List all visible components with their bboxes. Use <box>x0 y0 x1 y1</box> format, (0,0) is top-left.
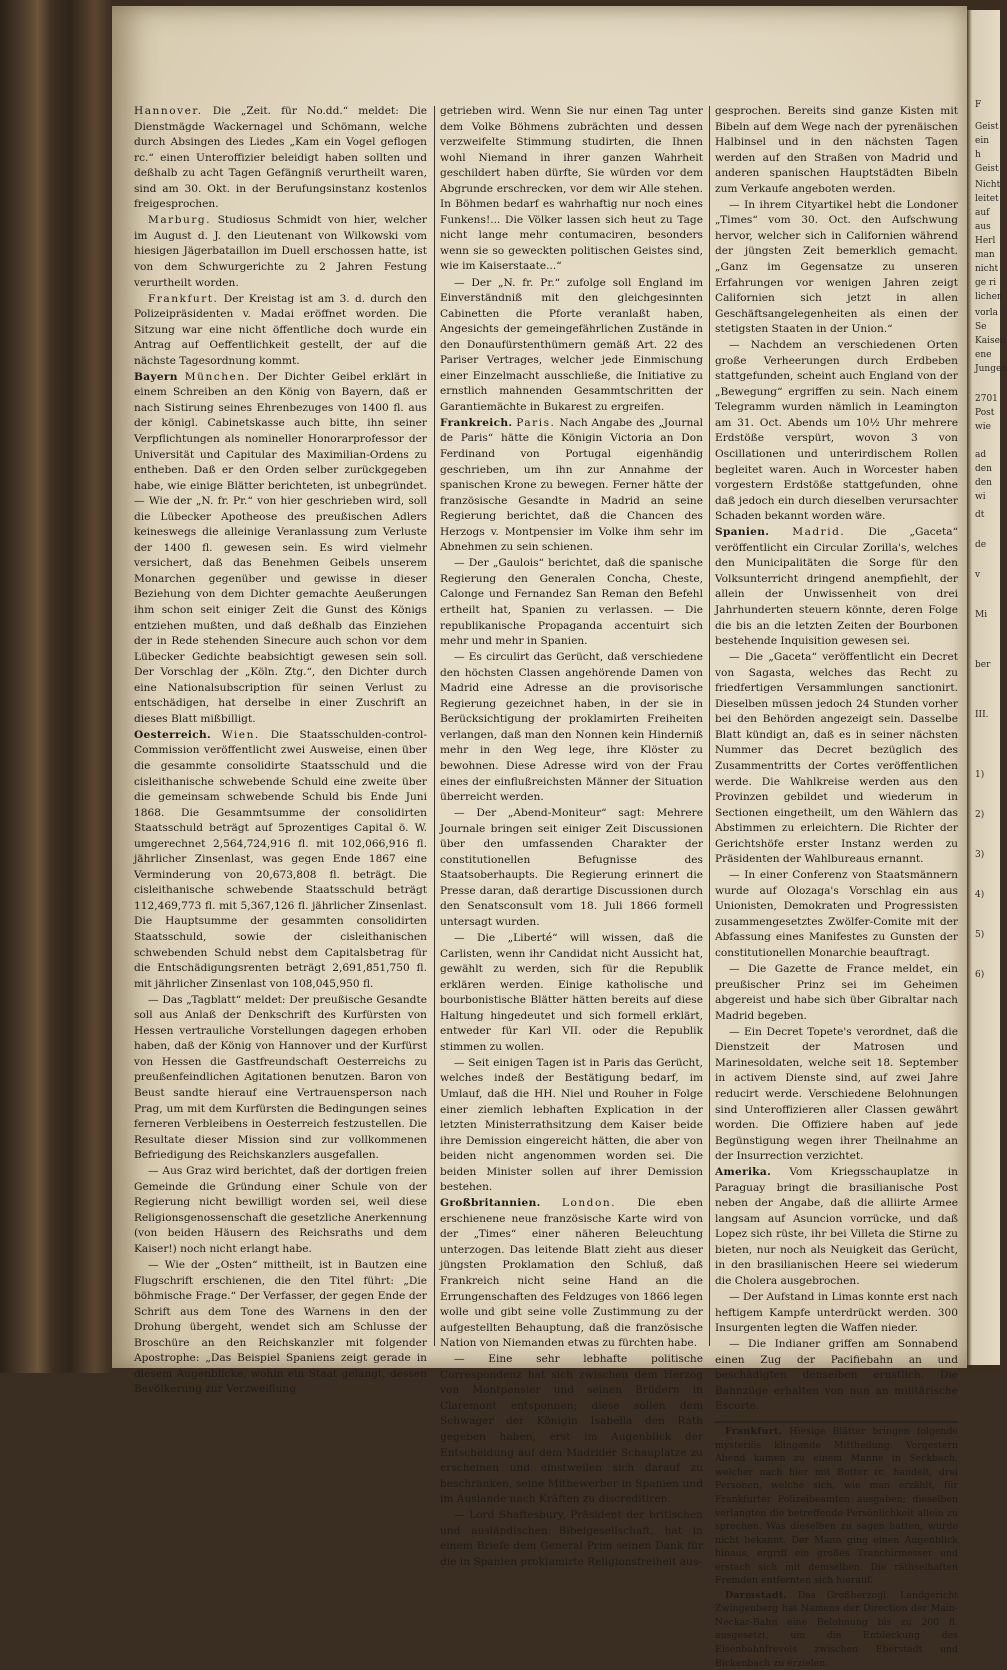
edge-fragment: h <box>975 150 981 160</box>
edge-fragment: 6) <box>975 970 985 980</box>
article-marburg <box>134 213 427 291</box>
edge-fragment: 5) <box>975 930 985 940</box>
column-1 <box>134 104 427 1398</box>
edge-fragment: den <box>975 464 992 474</box>
local-frankfurt-text: Hiesige Blätter bringen folgende mysteriös klingende Mittheilung: Vorgestern Abend kamen zu einem Manne in Seckbach, welcher nach hier mit Butter rc. handelt, drei Personen, welche sich, wie man erzählt, für Frankfurter Polizeibeamten ausgaben; dieselben verlangten die betreffende Persönlichkeit allein zu sprechen. Was dieselben zu sagen hatten, wurde nicht bekannt. Der Mann ging einen Augenblick hinaus, ergriff ein großes Tranchirmesser und erstach sich mit demselben. Die räthselhaften Fremden entfernten sich hierauf. <box>715 1425 958 1587</box>
section-spanien <box>715 525 958 649</box>
edge-fragment: leitet <box>975 194 999 204</box>
article-gazette: — Die Gazette de France meldet, ein preußischer Prinz sei im Geheimen abgereist und habe sich über Gibraltar nach Madrid begeben. <box>715 963 958 1022</box>
edge-fragment: wie <box>975 422 991 432</box>
article-graz: — Aus Graz wird berichtet, daß der dortigen freien Gemeinde die Gründung einer Schule von der Regierung nicht bewilligt worden sei, weil diese Religionsgenossenschaft die gesetzliche Anerkennung (von beiden Häusern des Reichsraths und dem Kaiser!) noch nicht erlangt habe. <box>134 1165 427 1255</box>
edge-fragment: aus <box>975 222 991 232</box>
edge-fragment: Post <box>975 408 995 418</box>
article-times: — In ihrem Cityartikel hebt die Londoner „Times“ vom 30. Oct. den Aufschwung hervor, welcher sich in Californien während der jüngsten Zeit bemerklich gemacht. „Ganz im Gegensatze zu unseren Erfahrungen vor wenigen Jahren zeigt Californien sich jetzt in allen Geschäftsangelegenheiten als einen der stetigsten Staaten in der Union.“ <box>715 198 958 336</box>
edge-fragment: ad <box>975 450 987 460</box>
article-olozaga: — In einer Conferenz von Staatsmännern wurde auf Olozaga's Vorschlag ein aus Unionisten, Demokraten und Progressisten zusammengesetztes Zwölfer-Comite mit der Abfassung eines Manifestes zu Gunsten der constitutionellen Monarchie beauftragt. <box>715 869 958 960</box>
article-abend-moniteur: — Der „Abend-Moniteur“ sagt: Mehrere Journale bringen seit einiger Zeit Discussionen über den umfassenden Charakter der constitutionellen Befugnisse des Staatsoberhaupts. Die Regierung erinnert die Presse daran, daß derartige Discussionen durch den Senatsconsult vom 18. Juli 1866 formell untersagt wurden. <box>440 807 703 928</box>
edge-fragment: F <box>975 100 982 110</box>
article-topete: — Ein Decret Topete's verordnet, daß die Dienstzeit der Matrosen und Marinesoldaten, welche seit 18. September in activem Dienste sind, auf zwei Jahre reducirt werde. Verschiedene Belohnungen sind Unteroffizieren aller Classen gewährt worden. Die Offiziere haben auf jede Begünstigung wegen ihrer Theilnahme an der Insurrection verzichtet. <box>715 1025 958 1163</box>
article-tagblatt: — Das „Tagblatt“ meldet: Der preußische Gesandte soll aus Anlaß der Denkschrift des Kurfürsten von Hessen vertrauliche Vorstellungen dagegen erhoben haben, daß der König von Hannover und der Kurfürst von Hessen die Gastfreundschaft Oesterreichs zu preußenfeindlichen Agitationen benutzen. Baron von Beust sandte hierauf eine Vertrauensperson nach Prag, um mit dem Kurfürsten die Bedingungen seines ferneren Verbleibens in Oesterreich festzustellen. Die Resultate dieser Mission sind zur vollkommenen Befriedigung des Reichskanzlers ausgefallen. <box>134 993 427 1162</box>
section-bayern <box>134 370 427 728</box>
article-geruecht: — Es circulirt das Gerücht, daß verschiedene den höchsten Classen angehörende Damen von Madrid eine Adresse an die provisorische Regierung gezeichnet haben, in der sie in Berücksichtigung der proklamirten Freiheiten verlangen, daß man den Nonnen kein Hinderniß mehr in den Weg lege, ihre Klöster zu bewohnen. Diese Adresse wird von der Frau eines der einflußreichsten Männer der Situation überreicht werden. <box>440 651 703 804</box>
article-lima: — Der Aufstand in Limas konnte erst nach heftigem Kampfe unterdrückt werden. 300 Insurgenten legten die Waffen nieder. <box>715 1291 958 1335</box>
edge-fragment: 2701 <box>975 394 998 404</box>
article-indianer: — Die Indianer griffen am Sonnabend einen Zug der Pacifiebahn an und beschädigten denselben ernstlich. Die Bahnzüge erhalten von nun an militärische Escorte. <box>715 1338 958 1413</box>
heading-local-frankfurt: Frankfurt. <box>725 1425 783 1437</box>
adjacent-page-edge <box>967 10 1007 1365</box>
edge-fragment: 2) <box>975 810 985 820</box>
article-continuation: getrieben wird. Wenn Sie nur einen Tag unter dem Volke Böhmens zubrächten und dessen verzweifelte Stimmung studirten, die Ihnen wohl Niemand in ihrer ganzen Wahrheit geschildert haben dürfte, Sie würden vor dem Abgrunde erschrecken, vor dem wir Alle stehen. In Böhmen bedarf es wahrhaftig nur noch eines Funkens!... Die Völker lassen sich heut zu Tage nicht lange mehr contumaciren, besonders wenn sie so geweckten politischen Geistes sind, wie im Kaiserstaate...“ <box>440 105 703 273</box>
edge-fragment: Mi <box>975 610 988 620</box>
heading-spanien: Spanien. <box>715 526 770 539</box>
article-gb-text: Die eben erschienene neue französische Karte wird von der „Times“ einer näheren Beleuchtung unterzogen. Das leitende Blatt zieht aus dieser jüngsten Proklamation den Schluß, daß Frankreich nicht seine Hand an die Errungenschaften des Feldzuges von 1866 legen wolle und gibt seine volle Zustimmung zu der aufgestellten Behauptung, daß die französische Nation von Niemanden etwas zu fürchten habe. <box>440 1197 703 1350</box>
edge-fragment: dt <box>975 510 985 520</box>
edge-fragment: auf <box>975 208 990 218</box>
section-frankreich <box>440 416 703 556</box>
article-marburg-text: Studiosus Schmidt von hier, welcher im August d. J. den Lieutenant von Wilkowski vom hiesigen Jägerbataillon im Duell erschossen hatte, ist von dem Schwurgerichte zu 2 Jahren Festung verurtheilt worden. <box>134 214 427 289</box>
edge-fragment: man <box>975 250 995 260</box>
edge-fragment: 4) <box>975 890 985 900</box>
heading-frankreich: Frankreich. <box>440 416 513 429</box>
article-nfrpr: — Der „N. fr. Pr.“ zufolge soll England im Einverständniß mit den gleichgesinnten Cabinetten die Pforte veranlaßt haben, Angesichts der gemeingefährlichen Zustände in den Donaufürstenthümern gemäß Art. 22 des Pariser Vertrages, welcher jede Einmischung einer Einzelmacht ausschließe, die Initiative zu ernstlich mahnenden Gesammtschritten der Garantiemächte in Bukarest zu ergreifen. <box>440 276 703 413</box>
place-muenchen: München. <box>184 370 251 383</box>
article-osten: — Wie der „Osten“ mittheilt, ist in Bautzen eine Flugschrift erschienen, die den Titel führt: „Die böhmische Frage.“ Der Verfasser, der gegen Ende der Schrift aus dem Tone des Warnens in den der Drohung übergeht, wendet sich am Schlusse der Broschüre an den Reichskanzler mit folgender Apostrophe: „Das Beispiel Spaniens zeigt gerade in diesem Augenblicke, wohin ein Staat gelangt, dessen Bevölkerung zur Verzweiflung <box>134 1258 427 1396</box>
edge-fragment: Kaisen <box>975 336 1006 346</box>
article-amerika-text: Vom Kriegsschauplatze in Paraguay bringt die brasilianische Post neben der Angabe, daß die alliirte Armee langsam auf Asuncion vorrücke, und daß Lopez sich rüste, ihr bei Villeta die Stirne zu bieten, nur noch als Neuigkeit das Gerücht, in den brasilianischen Heere sei wiederum die Cholera ausgebrochen. <box>715 1166 958 1288</box>
place-marburg: Marburg. <box>148 214 212 227</box>
article-frankreich-text: Nach Angabe des „Journal de Paris“ hätte die Königin Victoria an Don Ferdinand von Portugal eigenhändig geschrieben, um ihn zur Annahme der spanischen Krone zu bewegen. Ferner hätte der französische Gesandte in Madrid an seine Regierung berichtet, daß die Chancen des Herzogs v. Montpensier im Volke ihm sehr im Abnehmen zu sein schienen. <box>440 416 703 554</box>
heading-bayern: Bayern <box>134 370 178 383</box>
edge-fragment: ber <box>975 660 991 670</box>
article-hannover <box>134 104 427 213</box>
edge-fragment: de <box>975 540 987 550</box>
edge-fragment: Se <box>975 322 987 332</box>
heading-local-darmstadt: Darmstadt. <box>725 1589 787 1601</box>
edge-fragment: 3) <box>975 850 985 860</box>
edge-fragment: ene <box>975 350 992 360</box>
section-grossbritannien <box>440 1196 703 1351</box>
article-spanien-text: Die „Gaceta“ veröffentlicht ein Circular Zorilla's, welches den Municipalitäten die Sorge für den Volksunterricht dringend anempfiehlt, der allein der Unwissenheit von drei Jahrhunderten steuern könnte, deren Folge die bis an die letzten Zeiten der Bourbonen bestehende Inquisition gewesen sei. <box>715 526 958 648</box>
column-3 <box>715 104 958 1670</box>
column-rule-right <box>709 106 710 1346</box>
place-london: London. <box>561 1197 617 1210</box>
edge-fragment: vorla <box>975 308 999 318</box>
place-frankfurt: Frankfurt. <box>148 292 219 305</box>
edge-fragment: nicht <box>975 264 999 274</box>
article-continuation-bibeln: gesprochen. Bereits sind ganze Kisten mit Bibeln auf dem Wege nach der pyrenäischen Halbinsel und in den nächsten Tagen werden auf den Straßen von Madrid und anderen spanischen Hauptstädten Bibeln zum Verkaufe angeboten werden. <box>715 105 958 195</box>
edge-fragment: den <box>975 478 992 488</box>
section-oesterreich <box>134 728 427 992</box>
edge-fragment: ge ri <box>975 278 997 288</box>
article-shaftesbury: — Lord Shaftesbury, Präsident der britischen und ausländischen Bibelgesellschaft, hat in einem Briefe dem General Prim seinen Dank für die in Spanien proklamirte Religionsfreiheit aus- <box>440 1509 703 1568</box>
local-news-box <box>715 1421 958 1670</box>
edge-fragment: Herl <box>975 236 996 246</box>
place-wien: Wien. <box>221 728 260 741</box>
edge-fragment: ein <box>975 136 990 146</box>
place-hannover: Hannover. <box>134 105 203 117</box>
article-gaceta: — Die „Gaceta“ veröffentlicht ein Decret von Sagasta, welches das Recht zu friedfertigen Versammlungen sanctionirt. Dieselben müssen jedoch 24 Stunden vorher bei den Behörden angezeigt sein. Dasselbe Blatt kündigt an, daß es in seiner nächsten Nummer das Decret bezüglich des Zusammentritts der Cortes veröffentlichen werde. Die Wahlkreise werden aus den Provinzen gebildet und wiederum in Sectionen eingetheilt, um den Wählern das Abstimmen zu erleichtern. Die Richter der Gerichtshöfe erster Instanz werden zu Präsidenten der Wahlbureaus ernannt. <box>715 651 958 866</box>
local-darmstadt-text: Das Großherzogl. Landgericht Zwingenberg hat Namens der Direction der Main-Neckar-Bahn eine Belohnung bis zu 200 fl. ausgesetzt, um die Entdeckung des Eisenbahnfrevels zwischen Eberstadt und Bickenbach zu erzielen. <box>715 1589 959 1669</box>
article-frankfurt <box>134 292 427 370</box>
article-liberte: — Die „Liberté“ will wissen, daß die Carlisten, wenn ihr Candidat nicht Aussicht hat, gewählt zu werden, sich für die Republik erklären werden. Einige katholische und bourbonistische Blätter hätten bereits auf diese Haltung hingedeutet und sich formell erklärt, entweder für Karl VII. oder die Republik stimmen zu wollen. <box>440 931 703 1053</box>
article-paris-geruecht: — Seit einigen Tagen ist in Paris das Gerücht, welches indeß der Bestätigung bedarf, im Umlauf, daß die HH. Niel und Rouher in Folge einer ziemlich lebhaften Explication in der letzten Ministerrathsitzung dem Kaiser beide ihre Demission eingereicht hätten, die aber von beiden nicht angenommen worden sei. Die beiden Minister sollen auf ihrer Demission bestehen. <box>440 1056 703 1194</box>
edge-fragment: v <box>975 570 981 580</box>
edge-fragment: III. <box>975 710 989 720</box>
article-gaulois: — Der „Gaulois“ berichtet, daß die spanische Regierung den Generalen Concha, Cheste, Calonge und Fernandez San Reman den Befehl ertheilt hat, Spanien zu verlassen. — Die republikanische Propaganda accentuirt sich mehr und mehr in Spanien. <box>440 557 703 648</box>
edge-fragment: lichen <box>975 292 1003 302</box>
local-frankfurt <box>715 1425 958 1588</box>
article-hannover-text: Die „Zeit. für No.dd.“ meldet: Die Dienstmägde Wackernagel und Schömann, welche durch Absingen des Liedes „Kam ein Vogel geflogen rc.“ einen Unteroffizier beleidigt haben sollten und deßhalb zu acht Tagen Gefängniß verurtheilt waren, sind am 30. Okt. in der Berufungsinstanz kostenlos freigesprochen. <box>134 105 427 211</box>
edge-fragment: Jungen <box>975 364 1007 374</box>
edge-fragment: wi <box>975 492 986 502</box>
local-darmstadt <box>715 1589 958 1670</box>
column-rule-left <box>434 106 435 1346</box>
heading-amerika: Amerika. <box>715 1166 772 1179</box>
place-paris: Paris. <box>516 416 556 429</box>
article-correspondenz: — Eine sehr lebhafte politische Correspondenz hat sich zwischen dem Herzog von Montpensier und seinen Brüdern in Claremont entsponnen; diese sollen dem Schwager der Königin Isabella den Rath gegeben haben, erst im Augenblick der Entscheidung auf dem Madrider Schauplatze zu erscheinen und einstweilen sich darauf zu beschränken, seine Mitbewerber in Spanien und im Auslande nach Kräften zu discreditiren. <box>440 1353 703 1506</box>
edge-fragment: Geist <box>975 122 999 132</box>
article-frankfurt-text: Der Kreistag ist am 3. d. durch den Polizeipräsidenten v. Madai eröffnet worden. Die Sitzung war eine nicht öffentliche doch wurde ein Antrag auf Oeffentlichkeit gestellt, der auf die nächste Tagesordnung kommt. <box>134 292 427 367</box>
edge-fragment: Geist <box>975 164 999 174</box>
heading-grossbritannien: Großbritannien. <box>440 1197 541 1210</box>
article-erdbeben: — Nachdem an verschiedenen Orten große Verheerungen durch Erdbeben stattgefunden, scheint auch England von der „Bewegung“ ergriffen zu sein. Nach einem Telegramm wurden nämlich in Leamington am 31. Oct. Abends um 10½ Uhr mehrere Erdstöße verspürt, wovon 3 von Oscillationen und unterirdischem Rollen begleitet waren. Auch in Worcester haben vorgestern Erdstöße stattgefunden, ohne daß jedoch ein durch dieselben verursachter Schaden bekannt worden wäre. <box>715 339 958 523</box>
section-amerika <box>715 1165 958 1289</box>
place-madrid: Madrid. <box>792 526 846 539</box>
column-2 <box>440 104 703 1570</box>
heading-oesterreich: Oesterreich. <box>134 728 211 741</box>
article-bayern-text: Der Dichter Geibel erklärt in einem Schreiben an den König von Bayern, daß er nach Sistirung seines Ehrenbezuges von 1400 fl. aus der königl. Cabinetskasse auch bitte, ihn seiner Verpflichtungen als nomineller Honorarprofessor der Universität und Capitular des Maximilian-Ordens zu entheben. Daß er den Orden selber zurückgegeben habe, wie einige Blätter berichteten, ist unbegründet. — Wie der „N. fr. Pr.“ von hier geschrieben wird, soll die Lübecker Apotheose des preußischen Adlers keineswegs die alleinige Veranlassung zum Verluste der 1400 fl. gewesen sein. Es wird vielmehr versichert, daß das Benehmen Geibels unserem Monarchen gegenüber und gewisse in dieser Beziehung von dem Dichter gemachte Aeußerungen ihm schon seit einiger Zeit die Gunst des Königs entziehen mußten, und daß deßhalb das Einziehen der in Rede stehenden Sinecure auch schon vor dem Lübecker Gedichte beabsichtigt gewesen sein soll. Der Vorschlag der „Köln. Ztg.“, den Dichter durch eine Nationalsubscription für seinen Verlust zu entschädigen, hat derselbe in einer Zuschrift an dieses Blatt mißbilligt. <box>134 370 428 725</box>
edge-fragment: Nicht <box>975 180 1001 190</box>
newspaper-page <box>112 6 967 1669</box>
article-oesterreich-text: Die Staatsschulden-control-Commission veröffentlicht zwei Ausweise, einen über die gesammte consolidirte Staatsschuld und die cisleithanische schwebende Schuld eine zweite über die gemeinsam schwebende Schuld bis Ende Juni 1868. Die Gesammtsumme der consolidirten Staatsschuld beträgt auf 5prozentiges Capital ö. W. umgerechnet 2,564,724,916 fl. mit 102,066,916 fl. jährlicher Zinsenlast, was gegen Ende 1867 eine Verminderung von 20,673,808 fl. beträgt. Die cisleithanische schwebende Staatsschuld beträgt 112,469,773 fl. mit 5,367,126 fl. jährlicher Zinsenlast. Die Hauptsumme der gesammten consolidirten Staatsschuld, sowie der cisleithanischen schwebenden Schuld nebst dem Capitalsbetrag für die Entschädigungsrenten beträgt 2,691,851,750 fl. mit jährlicher Zinsenlast von 108,045,950 fl. <box>134 728 427 990</box>
edge-fragment: 1) <box>975 770 985 780</box>
